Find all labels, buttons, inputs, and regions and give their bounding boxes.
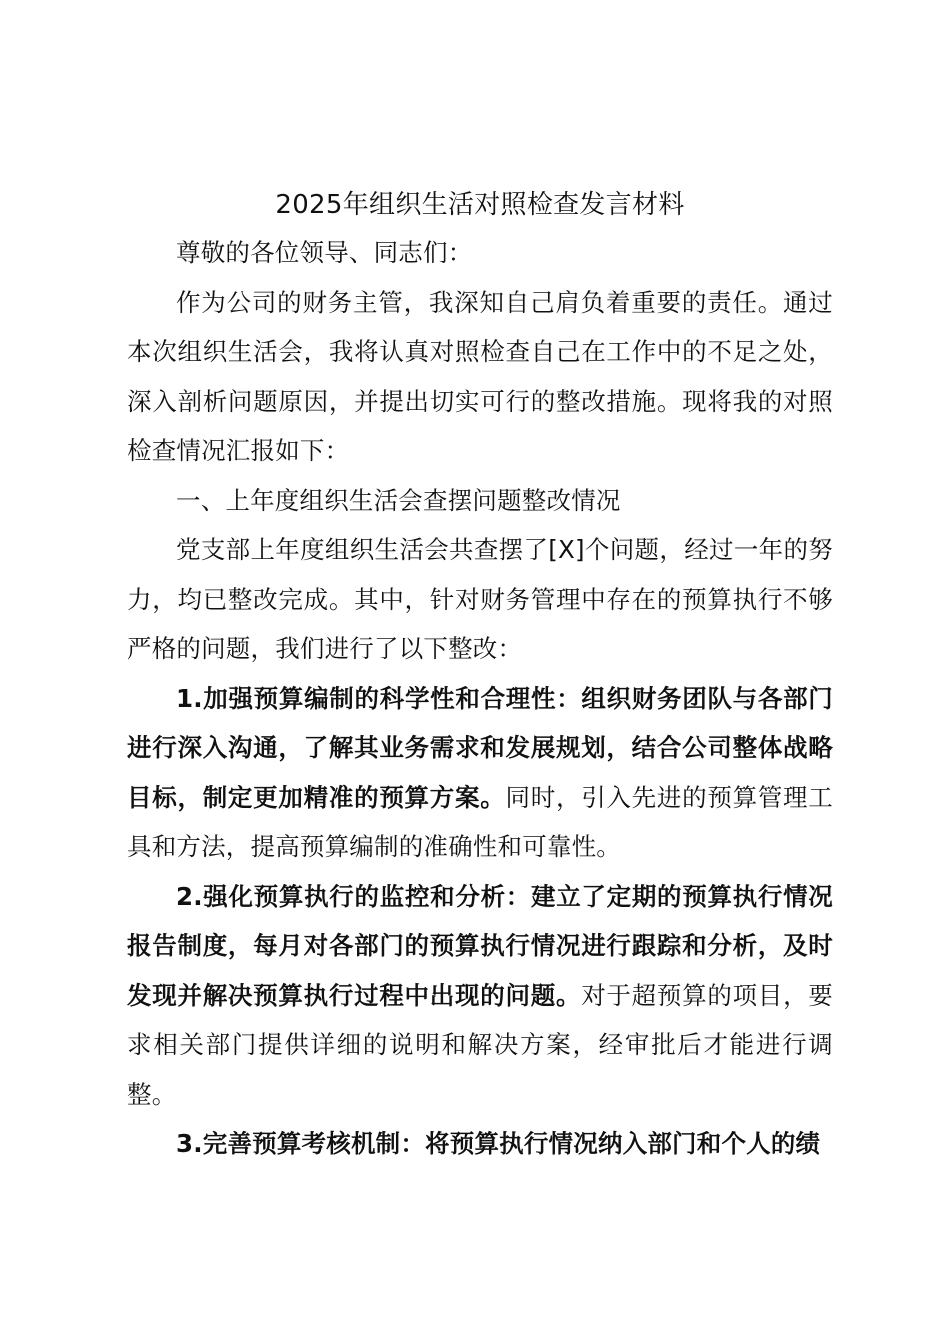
item-text: 同时，引入先进的预算管理工具和方法，提高预算编制的准确性和可靠性。 bbox=[127, 782, 833, 861]
list-item bbox=[127, 872, 833, 1120]
document-body bbox=[127, 182, 833, 1169]
section-paragraph: 党支部上年度组织生活会共查摆了[X]个问题，经过一年的努力，均已整改完成。其中，针对财务管理中存在的预算执行不够严格的问题，我们进行了以下整改： bbox=[127, 535, 833, 663]
document-title: 2025年组织生活对照检查发言材料 bbox=[275, 190, 685, 220]
list-item bbox=[127, 1119, 833, 1169]
item-text: 对于超预算的项目，要求相关部门提供详细的说明和解决方案，经审批后才能进行调整。 bbox=[127, 980, 833, 1109]
salutation: 尊敬的各位领导、同志们： bbox=[176, 238, 473, 267]
item-bold-text: 2.强化预算执行的监控和分析：建立了定期的预算执行情况报告制度，每月对各部门的预算执行情况进行跟踪和分析，及时发现并解决预算执行过程中出现的问题。 bbox=[127, 881, 833, 1010]
section-heading: 一、上年度组织生活会查摆问题整改情况 bbox=[176, 485, 621, 515]
item-bold-text: 1.加强预算编制的科学性和合理性：组织财务团队与各部门进行深入沟通，了解其业务需求和发展规划，结合公司整体战略目标，制定更加精准的预算方案。 bbox=[127, 683, 833, 812]
item-bold-text: 3.完善预算考核机制：将预算执行情况纳入部门和个人的绩 bbox=[176, 1129, 821, 1158]
intro-paragraph: 作为公司的财务主管，我深知自己肩负着重要的责任。通过本次组织生活会，我将认真对照检查自己在工作中的不足之处，深入剖析问题原因，并提出切实可行的整改措施。现将我的对照检查情况汇报如下： bbox=[127, 287, 833, 465]
list-item bbox=[127, 674, 833, 872]
